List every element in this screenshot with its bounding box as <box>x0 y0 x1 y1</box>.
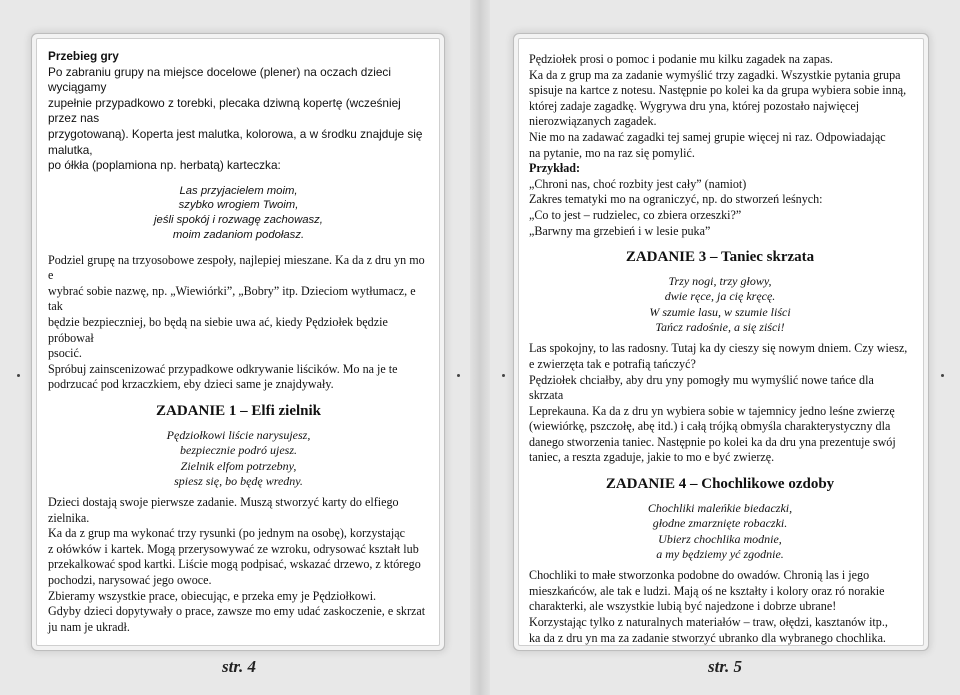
text-line: e zwierzęta tak e potrafią tańczyć? <box>529 356 696 371</box>
text-line: wybrać sobie nazwę, np. „Wiewiórki”, „Bobry” itp. Dzieciom wytłumacz, e tak <box>48 283 416 314</box>
poem-task-4 <box>529 501 911 562</box>
text-line: pochodzi, narysować jego owoce. <box>48 573 212 588</box>
poem-line: Chochliki maleńkie biedaczki, <box>647 501 793 516</box>
text-line: będzie bezpieczniej, bo będą na siebie uwa ać, kiedy Pędziołek będzie próbował <box>48 314 388 345</box>
text-line: ka da z dru yn ma za zadanie stworzyć ubranko dla wybranego chochlika. <box>529 630 886 645</box>
poem-line: jeśli spokój i rozwagę zachowasz, <box>154 214 323 227</box>
text-line: podrzucać pod krzaczkiem, eby dzieci same je znajdywały. <box>48 377 334 392</box>
page-number-left: str. 4 <box>222 657 257 676</box>
text-line: Gdyby dzieci dopytywały o prace, zawsze mo emy udać zaskoczenie, e skrzat <box>48 604 426 619</box>
page-number-right: str. 5 <box>708 657 743 676</box>
poem-task-1 <box>48 428 429 489</box>
page-speck <box>941 374 944 377</box>
poem-line: Zielnik elfom potrzebny, <box>180 458 297 473</box>
poem-note <box>48 184 429 243</box>
text-line: Spróbuj zainscenizować przypadkowe odkrywanie liścików. Mo na je te <box>48 361 398 376</box>
text-line: Leprekauna. Ka da z dru yn wybiera sobie w tajemnicy jedno leśne zwierzę <box>529 403 895 418</box>
text-line: danego stworzenia taniec. Następnie po kolei ka da dru yna prezentuje swój <box>529 434 896 449</box>
poem-line: szybko wrogiem Twoim, <box>178 199 299 212</box>
left-page <box>36 38 440 646</box>
example-line: „Chroni nas, choć rozbity jest cały” (namiot) <box>529 176 747 191</box>
example-line: „Barwny ma grzebień i w lesie puka” <box>529 223 711 238</box>
example-line: Zakres tematyki mo na ograniczyć, np. do stworzeń leśnych: <box>529 192 823 207</box>
poem-line: Pędziołkowi liście narysujesz, <box>166 427 311 442</box>
poem-line: moim zadaniom podołasz. <box>172 228 305 241</box>
text-line: Dzieci dostają swoje pierwsze zadanie. Muszą stworzyć karty do elfiego zielnika. <box>48 495 399 525</box>
page-speck <box>502 374 505 377</box>
poem-line: a my będziemy yć zgodnie. <box>656 546 784 561</box>
text-line: Pędziołek prosi o pomoc i podanie mu kilku zagadek na zapas. <box>529 52 833 66</box>
text-line: Las spokojny, to las radosny. Tutaj ka dy cieszy się nowym dniem. Czy wiesz, <box>529 341 908 356</box>
text-line: psocić. <box>48 346 82 361</box>
text-line: Podziel grupę na trzyosobowe zespoły, najlepiej mieszane. Ka da z dru yn mo e <box>48 252 425 283</box>
task-1-title: ZADANIE 1 – Elfi zielnik <box>155 402 321 419</box>
text-line: (wiewiórkę, pszczołę, abę itd.) i całą trójką obmyśla charakterystyczny dla <box>529 419 891 434</box>
group-paragraph <box>48 253 429 393</box>
text-line: Ka da z grup ma wykonać trzy rysunki (po jednym na osobę), korzystając <box>48 526 405 541</box>
text-line: po ółkła (poplamiona np. herbatą) karteczka: <box>48 158 281 173</box>
text-line: mieszkańców, ale tak e ludzi. Mają oś ne kształty i kolory oraz ró norakie <box>529 583 885 598</box>
text-line: nierozwiązanych zagadek. <box>529 114 657 129</box>
task-1-paragraph <box>48 495 429 635</box>
text-line: Pędziołek chciałby, aby dru yny pomogły mu wymyślić nowe tańce dla skrzata <box>529 372 874 403</box>
text-line: której zadaje zagadkę. Wygrywa dru yna, której pozostało najwięcej <box>529 98 860 113</box>
page-speck <box>457 374 460 377</box>
poem-line: Tańcz radośnie, a się ziści! <box>655 320 785 335</box>
task-4-paragraph <box>529 568 911 646</box>
book-gutter <box>470 0 490 695</box>
text-line: przekalkować spod kartki. Liście mogą podpisać, wskazać drzewo, z którego <box>48 557 421 572</box>
text-line: charakterki, ale wszystkie lubią być najedzone i dobrze ubrane! <box>529 599 837 614</box>
task-2-title <box>48 643 429 646</box>
page-speck <box>17 374 20 377</box>
poem-line: spiesz się, bo będę wredny. <box>174 473 303 488</box>
poem-line: bezpiecznie podró ujesz. <box>180 443 297 458</box>
poem-line: dwie ręce, ja cię kręcę. <box>664 289 776 304</box>
text-line: ju nam je ukradł. <box>48 619 130 634</box>
text-line: Zbieramy wszystkie prace, obiecując, e przeka emy je Pędziołkowi. <box>48 588 377 603</box>
text-line: zupełnie przypadkowo z torebki, plecaka dziwną kopertę (wcześniej przez nas <box>48 95 401 126</box>
text-line: z ołówków i kartek. Mogą przerysowywać ze wzroku, odrysować kształt lub <box>48 541 419 556</box>
text-line: Ka da z grup ma za zadanie wymyślić trzy zagadki. Wszystkie pytania grupa <box>529 67 901 82</box>
text-line: przygotowaną). Koperta jest malutka, kolorowa, a w środku znajduje się malutka, <box>48 126 423 157</box>
example-line: „Co to jest – rudzielec, co zbiera orzeszki?” <box>529 207 742 222</box>
task-3-title: ZADANIE 3 – Taniec skrzata <box>625 249 815 266</box>
intro-paragraph <box>48 65 429 174</box>
text-line: Nie mo na zadawać zagadki tej samej grupie więcej ni raz. Odpowiadając <box>529 129 886 144</box>
right-page <box>518 38 924 646</box>
poem-line: Trzy nogi, trzy głowy, <box>668 274 772 289</box>
text-line: Korzystając tylko z naturalnych materiałów – traw, ołędzi, kasztanów itp., <box>529 615 888 630</box>
text-line: na pytanie, mo na raz się pomylić. <box>529 145 695 160</box>
task-4-title: ZADANIE 4 – Chochlikowe ozdoby <box>605 476 835 493</box>
text-line: spisuje na kartce z notesu. Następnie po kolei ka da grupa wybiera sobie inną, <box>529 83 907 98</box>
poem-task-3 <box>529 274 911 335</box>
example-label: Przykład: <box>529 161 581 176</box>
poem-line: Ubierz chochlika modnie, <box>658 531 782 546</box>
text-line: Po zabraniu grupy na miejsce docelowe (plener) na oczach dzieci wyciągamy <box>48 64 391 95</box>
examples-list <box>529 177 911 239</box>
poem-line: głodne zmarznięte robaczki. <box>652 516 788 531</box>
poem-line: Las przyjacielem moim, <box>179 184 298 197</box>
poem-line: W szumie lasu, w szumie liści <box>649 304 791 319</box>
page-heading: Przebieg gry <box>48 49 119 63</box>
text-line: Chochliki to małe stworzonka podobne do owadów. Chronią las i jego <box>529 568 870 583</box>
riddles-paragraph <box>529 52 911 161</box>
task-3-paragraph <box>529 341 911 466</box>
text-line: taniec, a reszta zgaduje, jakie to mo e być zwierzę. <box>529 450 775 465</box>
